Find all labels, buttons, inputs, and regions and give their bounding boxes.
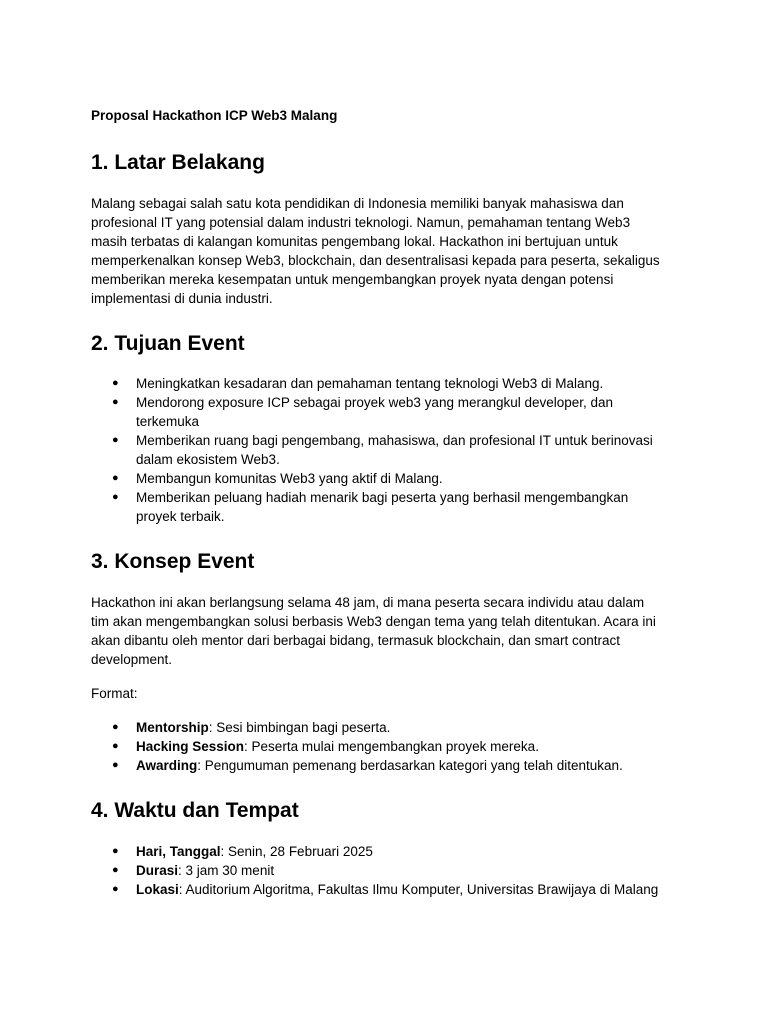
bullet-icon: ● [112, 721, 119, 733]
bullet-icon: ● [112, 864, 119, 876]
list-item [91, 718, 691, 737]
list-item-text: : Pengumuman pemenang berdasarkan kategori yang telah ditentukan. [197, 758, 623, 773]
paragraph-line: profesional IT yang potensial dalam industri teknologi. Namun, pemahaman tentang Web3 [91, 215, 631, 230]
list-item-term: Awarding [136, 758, 198, 773]
bullet-icon: ● [112, 472, 119, 484]
list-waktu-tempat [91, 842, 691, 899]
bullet-icon: ● [112, 377, 119, 389]
list-item-text: : 3 jam 30 menit [178, 863, 275, 878]
list-item-term: Hacking Session [136, 739, 245, 754]
format-label: Format: [91, 686, 138, 701]
bullet-icon: ● [112, 740, 119, 752]
list-item-text: : Sesi bimbingan bagi peserta. [208, 720, 391, 735]
bullet-icon: ● [112, 491, 119, 503]
list-item [91, 431, 691, 469]
heading-tujuan-event: 2. Tujuan Event [91, 332, 245, 355]
bullet-icon: ● [112, 396, 119, 408]
list-item [91, 737, 691, 756]
list-item-term: Hari, Tanggal [136, 844, 221, 859]
document-title: Proposal Hackathon ICP Web3 Malang [91, 108, 338, 123]
list-item [91, 393, 691, 431]
paragraph-konsep-event [91, 593, 681, 669]
paragraph-line: masih terbatas di kalangan komunitas pengembang lokal. Hackathon ini bertujuan untuk [91, 234, 618, 249]
list-item-text: Memberikan ruang bagi pengembang, mahasiswa, dan profesional IT untuk berinovasi [136, 433, 653, 448]
list-item-text: Meningkatkan kesadaran dan pemahaman tentang teknologi Web3 di Malang. [136, 376, 604, 391]
list-item-term: Lokasi [136, 882, 179, 897]
list-item-term: Durasi [136, 863, 179, 878]
list-item [91, 842, 691, 861]
list-item-text: : Auditorium Algoritma, Fakultas Ilmu Komputer, Universitas Brawijaya di Malang [178, 882, 659, 897]
list-item-text: dalam ekosistem Web3. [136, 452, 280, 467]
list-format [91, 718, 691, 775]
list-item-text: : Peserta mulai mengembangkan proyek mereka. [244, 739, 539, 754]
list-item [91, 469, 691, 488]
list-tujuan-event [91, 374, 691, 526]
paragraph-latar-belakang [91, 194, 681, 308]
paragraph-line: Hackathon ini akan berlangsung selama 48 jam, di mana peserta secara individu atau dalam [91, 595, 645, 610]
list-item [91, 374, 691, 393]
paragraph-line: memberikan mereka kesempatan untuk mengembangkan proyek nyata dengan potensi [91, 272, 614, 287]
list-item [91, 756, 691, 775]
bullet-icon: ● [112, 759, 119, 771]
paragraph-line: implementasi di dunia industri. [91, 291, 273, 306]
list-item-text: Mendorong exposure ICP sebagai proyek web3 yang merangkul developer, dan [136, 395, 614, 410]
list-item-text: : Senin, 28 Februari 2025 [220, 844, 373, 859]
paragraph-line: development. [91, 652, 173, 667]
list-item-term: Mentorship [136, 720, 209, 735]
heading-konsep-event: 3. Konsep Event [91, 550, 255, 573]
bullet-icon: ● [112, 883, 119, 895]
paragraph-line: akan dibantu oleh mentor dari berbagai bidang, termasuk blockchain, dan smart contract [91, 633, 621, 648]
list-item-text: proyek terbaik. [136, 509, 225, 524]
paragraph-line: Malang sebagai salah satu kota pendidikan di Indonesia memiliki banyak mahasiswa dan [91, 196, 624, 211]
paragraph-line: memperkenalkan konsep Web3, blockchain, dan desentralisasi kepada para peserta, sekaligus [91, 253, 660, 268]
list-item [91, 861, 691, 880]
list-item [91, 880, 691, 899]
list-item-text: Membangun komunitas Web3 yang aktif di Malang. [136, 471, 443, 486]
heading-waktu-tempat: 4. Waktu dan Tempat [91, 799, 299, 822]
paragraph-line: tim akan mengembangkan solusi berbasis Web3 dengan tema yang telah ditentukan. Acara ini [91, 614, 656, 629]
list-item-text: terkemuka [136, 414, 200, 429]
bullet-icon: ● [112, 434, 119, 446]
list-item-text: Memberikan peluang hadiah menarik bagi peserta yang berhasil mengembangkan [136, 490, 629, 505]
heading-latar-belakang: 1. Latar Belakang [91, 151, 265, 174]
list-item [91, 488, 691, 526]
bullet-icon: ● [112, 845, 119, 857]
